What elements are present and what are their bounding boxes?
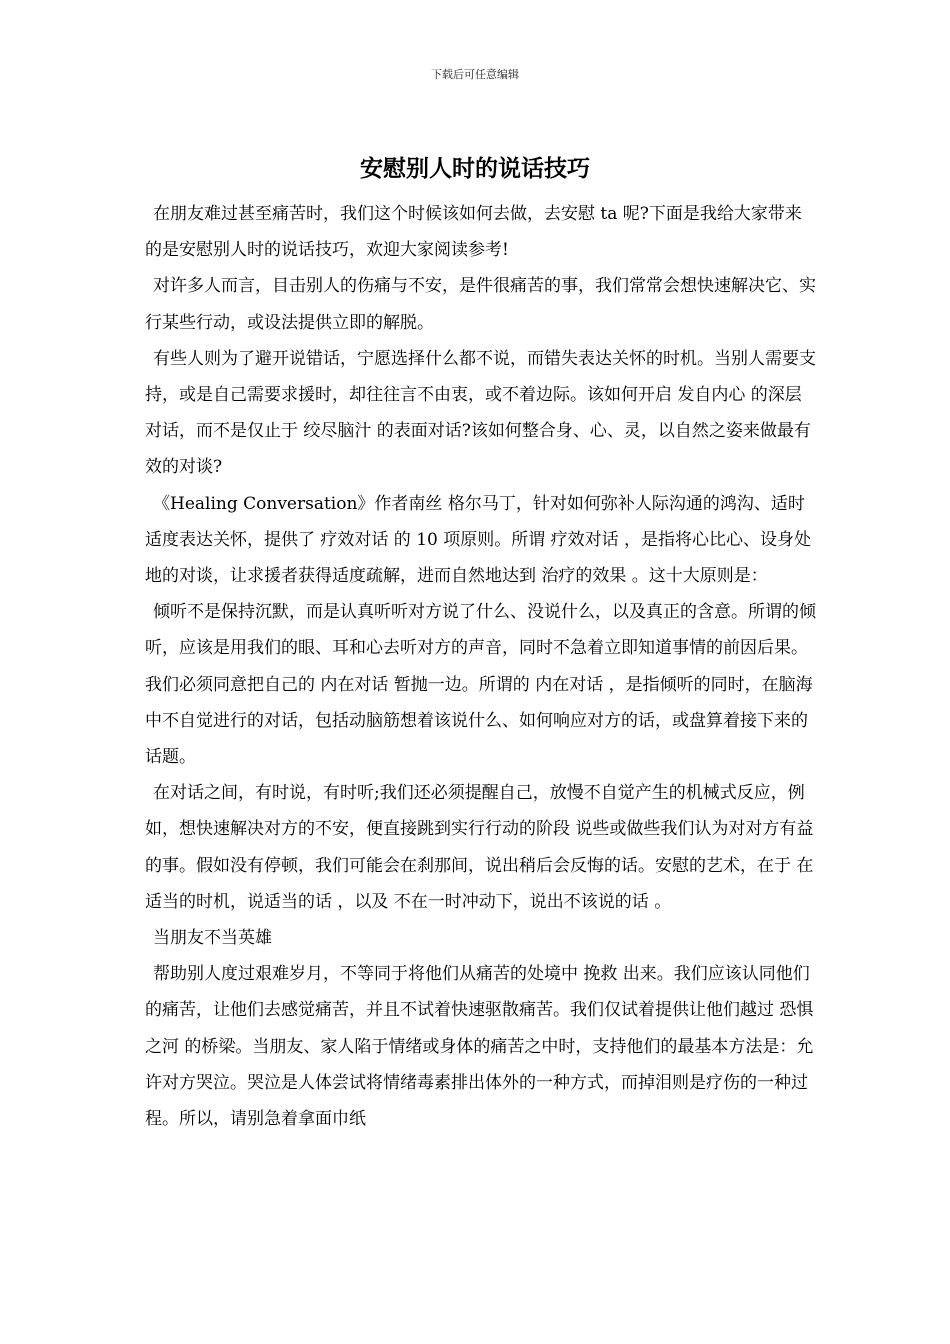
paragraph: 有些人则为了避开说错话，宁愿选择什么都不说，而错失表达关怀的时机。当别人需要支持，或是自己需要求援时，却往往言不由衷，或不着边际。该如何开启 发自内心 的深层对话，而不是仅止于 绞尽脑汁 的表面对话?该如何整合身、心、灵，以自然之姿来做最有效的对谈? — [145, 348, 816, 478]
section-heading: 当朋友不当英雄 — [153, 928, 272, 949]
paragraph: 倾听不是保持沉默，而是认真听听对方说了什么、没说什么，以及真正的含意。所谓的倾听，应该是用我们的眼、耳和心去听对方的声音，同时不急着立即知道事情的前因后果。我们必须同意把自己的 内在对话 暂抛一边。所谓的 内在对话 ，是指倾听的同时，在脑海中不自觉进行的对话，包括动脑筋想着该说什么、如何响应对方的话，或盘算着接下来的话题。 — [145, 602, 816, 768]
paragraph: 《Healing Conversation》作者南丝 格尔马丁，针对如何弥补人际沟通的鸿沟、适时适度表达关怀，提供了 疗效对话 的 10 项原则。所谓 疗效对话 ，是指将心比心、设身处地的对谈，让求援者获得适度疏解，进而自然地达到 治疗的效果 。这十大原则是： — [145, 493, 812, 587]
paragraph: 帮助别人度过艰难岁月，不等同于将他们从痛苦的处境中 挽救 出来。我们应该认同他们的痛苦，让他们去感觉痛苦，并且不试着快速驱散痛苦。我们仅试着提供让他们越过 恐惧之河 的桥梁。当朋友、家人陷于情绪或身体的痛苦之中时，支持他们的最基本方法是：允许对方哭泣。哭泣是人体尝试将情绪毒素排出体外的一种方式，而掉泪则是疗伤的一种过程。所以，请别急着拿面巾纸 — [145, 964, 814, 1130]
paragraph: 在对话之间，有时说，有时听;我们还必须提醒自己，放慢不自觉产生的机械式反应，例如，想快速解决对方的不安，便直接跳到实行行动的阶段 说些或做些我们认为对对方有益的事。假如没有停顿，我们可能会在刹那间，说出稍后会反悔的话。安慰的艺术，在于 在适当的时机，说适当的话 ，以及 不在一时冲动下，说出不该说的话 。 — [145, 783, 814, 912]
header-note: 下载后可任意编辑 — [431, 68, 519, 81]
page-title: 安慰别人时的说话技巧 — [360, 155, 590, 182]
paragraph-intro: 在朋友难过甚至痛苦时，我们这个时候该如何去做，去安慰 ta 呢?下面是我给大家带来的是安慰别人时的说话技巧，欢迎大家阅读参考! — [145, 204, 802, 261]
paragraph: 对许多人而言，目击别人的伤痛与不安，是件很痛苦的事，我们常常会想快速解决它、实行某些行动，或设法提供立即的解脱。 — [145, 276, 816, 333]
article-body — [145, 196, 817, 1137]
